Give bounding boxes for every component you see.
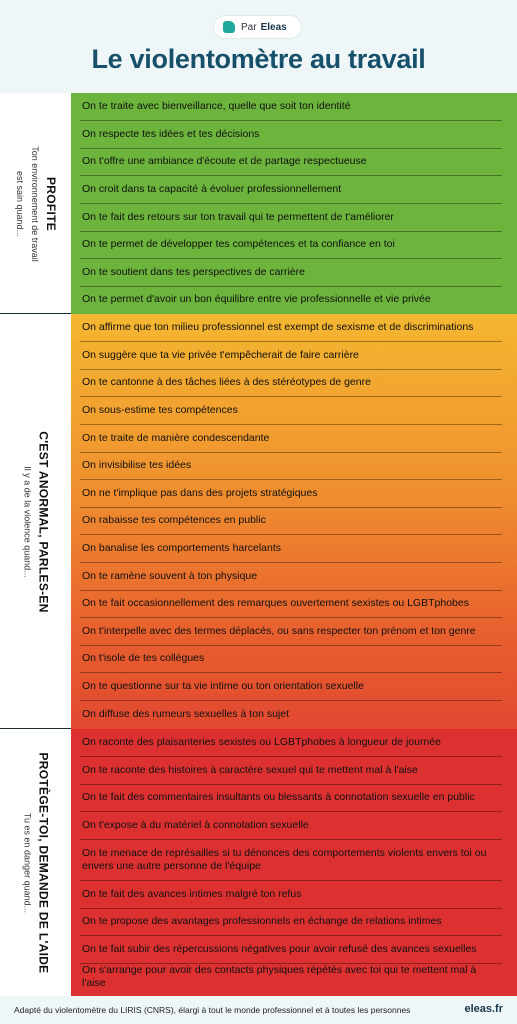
section-label-danger <box>0 729 71 996</box>
meter-item: On te questionne sur ta vie intime ou ton orientation sexuelle <box>82 680 364 693</box>
section-title: C'EST ANORMAL, PARLES-EN <box>36 430 50 613</box>
meter-item: On te ramène souvent à ton physique <box>82 569 258 582</box>
meter-item: On te fait des commentaires insultants ou blessants à connotation sexuelle en public <box>82 791 475 804</box>
meter-item: On te soutient dans tes perspectives de carrière <box>82 265 305 278</box>
badge-brand: Eleas <box>260 21 287 33</box>
meter-item: On te menace de représailles si tu dénonces des comportements violents envers toi ou envers une autre personne de l'équipe <box>82 846 487 872</box>
meter-item: On rabaisse tes compétences en public <box>82 514 266 527</box>
section-subtitle-line: est sain quand... <box>14 170 25 237</box>
footer-note: Adapté du violentomètre du LIRIS (CNRS), élargi à tout le monde professionnel et à toutes les personnes <box>14 1005 411 1015</box>
meter-item: On t'interpelle avec des termes déplacés, ou sans respecter ton prénom et ton genre <box>82 624 476 637</box>
footer-link[interactable]: eleas.fr <box>464 1003 503 1015</box>
section-title: PROFITE <box>43 176 58 231</box>
meter-item: On s'arrange pour avoir des contacts physiques répétés avec toi qui te mettent mal à l'aise <box>82 963 477 989</box>
meter-item: On invisibilise tes idées <box>82 459 192 472</box>
meter-item: On t'offre une ambiance d'écoute et de partage respectueuse <box>82 155 367 168</box>
meter-item: On te raconte des histoires à caractère sexuel qui te mettent mal à l'aise <box>82 763 418 776</box>
page-title: Le violentomètre au travail <box>91 44 426 74</box>
meter-item: On te propose des avantages professionnels en échange de relations intimes <box>82 915 442 928</box>
section-label-profite <box>0 93 71 314</box>
meter-item: On diffuse des rumeurs sexuelles à ton sujet <box>82 707 290 720</box>
meter-item: On t'expose à du matériel à connotation sexuelle <box>82 819 309 832</box>
meter-item: On respecte tes idées et tes décisions <box>82 127 260 140</box>
meter-item: On te fait des retours sur ton travail qui te permettent de t'améliorer <box>82 210 394 223</box>
section-subtitle-line: Tu es en danger quand... <box>22 812 32 913</box>
meter-item: On te traite de manière condescendante <box>82 431 270 444</box>
meter-item: On te permet d'avoir un bon équilibre entre vie professionnelle et vie privée <box>82 293 431 306</box>
meter-item: On affirme que ton milieu professionnel est exempt de sexisme et de discriminations <box>82 321 474 334</box>
eleas-logo-icon <box>223 21 235 33</box>
meter-item: On banalise les comportements harcelants <box>82 542 282 555</box>
footer <box>0 996 517 1024</box>
meter-item: On ne t'implique pas dans des projets stratégiques <box>82 486 318 499</box>
brand-badge[interactable] <box>214 16 301 38</box>
meter-item: On te fait occasionnellement des remarques ouvertement sexistes ou LGBTphobes <box>82 597 469 610</box>
badge-prefix: Par <box>241 21 257 33</box>
meter-item: On raconte des plaisanteries sexistes ou LGBTphobes à longueur de journée <box>82 736 441 749</box>
section-subtitle-line: Il y a de la violence quand... <box>22 465 32 578</box>
meter-item: On te cantonne à des tâches liées à des stéréotypes de genre <box>82 376 371 389</box>
section-title: PROTÈGE-TOI, DEMANDE DE L'AIDE <box>36 752 50 973</box>
meter-item: On te fait des avances intimes malgré ton refus <box>82 887 302 900</box>
meter-item: On croit dans ta capacité à évoluer professionnellement <box>82 183 342 196</box>
section-label-anormal <box>0 314 71 729</box>
meter-item: On te fait subir des répercussions négatives pour avoir refusé des avances sexuelles <box>82 942 477 955</box>
section-subtitle-line: Ton environnement de travail <box>29 145 40 262</box>
meter-item: On sous-estime tes compétences <box>82 404 238 417</box>
meter-item: On suggère que ta vie privée t'empêcherait de faire carrière <box>82 348 359 361</box>
header <box>0 0 517 93</box>
meter-item: On t'isole de tes collègues <box>82 652 205 665</box>
meter-item: On te traite avec bienveillance, quelle que soit ton identité <box>82 100 351 113</box>
meter-item: On te permet de développer tes compétences et ta confiance en toi <box>82 238 395 251</box>
